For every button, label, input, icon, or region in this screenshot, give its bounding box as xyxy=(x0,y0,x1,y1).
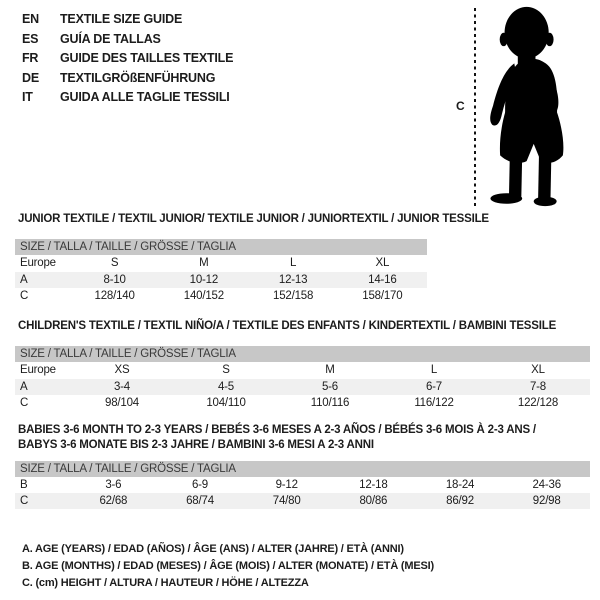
table-cell: 158/170 xyxy=(362,290,403,302)
language-label: GUIDA ALLE TAGLIE TESSILI xyxy=(60,90,230,104)
size-column-header: L xyxy=(430,364,438,376)
baby-silhouette-icon xyxy=(486,4,592,210)
table-cell: 5-6 xyxy=(321,381,339,393)
size-column-header: S xyxy=(222,364,230,376)
table-cell: 122/128 xyxy=(517,397,559,409)
language-label: GUIDE DES TAILLES TEXTILE xyxy=(60,51,234,65)
table-cell: 6-7 xyxy=(425,381,443,393)
table-cell: 6-9 xyxy=(191,479,209,491)
table-cell: 14-16 xyxy=(368,274,397,286)
table-row xyxy=(15,379,590,395)
language-row xyxy=(22,10,233,30)
size-column-header: XS xyxy=(114,364,130,376)
language-row xyxy=(22,88,233,108)
language-code: ES xyxy=(22,31,39,46)
table-cell: 116/122 xyxy=(414,397,454,409)
size-guide-section xyxy=(15,319,590,411)
table-cell: 140/152 xyxy=(183,290,224,302)
size-header-bar: SIZE / TALLA / TAILLE / GRÖSSE / TAGLIA xyxy=(15,461,590,477)
table-cell: 3-4 xyxy=(113,381,131,393)
size-column-header: L xyxy=(290,257,297,269)
language-label: GUÍA DE TALLAS xyxy=(60,31,161,46)
row-label: B xyxy=(20,479,28,491)
size-header-bar: SIZE / TALLA / TAILLE / GRÖSSE / TAGLIA xyxy=(15,239,427,255)
row-label: C xyxy=(20,397,29,409)
region-column-header: Europe xyxy=(20,364,56,376)
table-cell: 62/68 xyxy=(99,495,128,507)
section-title xyxy=(15,212,489,227)
language-row xyxy=(22,30,233,50)
table-cell: 10-12 xyxy=(189,274,219,286)
row-label: A xyxy=(20,274,28,286)
language-list xyxy=(22,10,233,108)
size-guide-section xyxy=(15,423,590,509)
table-cell: 9-12 xyxy=(275,479,298,491)
table-cell: 110/116 xyxy=(310,397,350,409)
table-cell: 12-18 xyxy=(359,479,388,491)
row-label: C xyxy=(20,495,29,507)
section-title-line: JUNIOR TEXTILE / TEXTIL JUNIOR/ TEXTILE JUNIOR / JUNIORTEXTIL / JUNIOR TESSILE xyxy=(18,213,489,225)
size-column-header: S xyxy=(110,257,119,269)
section-title-line: CHILDREN'S TEXTILE / TEXTIL NIÑO/A / TEXTILE DES ENFANTS / KINDERTEXTIL / BAMBINI TESSILE xyxy=(18,320,557,332)
size-column-header: M xyxy=(199,257,209,269)
language-label: TEXTILE SIZE GUIDE xyxy=(60,12,183,26)
table-row xyxy=(15,477,590,493)
table-header-row xyxy=(15,255,427,272)
size-column-header: M xyxy=(325,364,335,376)
language-code: EN xyxy=(22,12,39,26)
table-cell: 104/110 xyxy=(206,397,246,409)
table-cell: 4-5 xyxy=(217,381,235,393)
section-title-line: BABIES 3-6 MONTH TO 2-3 YEARS / BEBÉS 3-6 MESES A 2-3 AÑOS / BÉBÉS 3-6 MOIS À 2-3 ANS / xyxy=(18,424,536,436)
size-column-header: XL xyxy=(531,364,545,376)
table-cell: 8-10 xyxy=(103,274,126,286)
language-code: DE xyxy=(22,70,39,85)
table-cell: 152/158 xyxy=(273,290,314,302)
language-row xyxy=(22,69,233,89)
row-label: C xyxy=(20,290,29,302)
table-cell: 74/80 xyxy=(272,495,301,507)
size-column-header: XL xyxy=(375,257,390,269)
legend-note: B. AGE (MONTHS) / EDAD (MESES) / ÂGE (MOIS) / ALTER (MONATE) / ETÀ (MESI) xyxy=(22,560,434,572)
section-title xyxy=(15,319,590,334)
table-row xyxy=(15,493,590,509)
table-cell: 68/74 xyxy=(186,495,214,507)
legend-note: C. (cm) HEIGHT / ALTURA / HAUTEUR / HÖHE / ALTEZZA xyxy=(22,577,309,589)
height-measure-dashed-line xyxy=(474,8,476,208)
language-code: FR xyxy=(22,51,39,65)
language-label: TEXTILGRÖßENFÜHRUNG xyxy=(60,70,216,85)
region-column-header: Europe xyxy=(20,257,56,269)
height-measure-label: C xyxy=(456,99,465,113)
table-row xyxy=(15,272,427,288)
legend-notes xyxy=(22,541,434,592)
language-row xyxy=(22,49,233,69)
size-guide-section xyxy=(15,212,489,304)
table-cell: 86/92 xyxy=(446,495,474,507)
table-cell: 80/86 xyxy=(359,495,388,507)
table-cell: 98/104 xyxy=(105,397,139,409)
table-cell: 24-36 xyxy=(532,479,561,491)
table-row xyxy=(15,395,590,411)
table-cell: 3-6 xyxy=(105,479,122,491)
table-cell: 92/98 xyxy=(532,495,561,507)
table-cell: 18-24 xyxy=(445,479,475,491)
figure-area xyxy=(450,0,600,215)
table-row xyxy=(15,288,427,304)
table-header-row xyxy=(15,362,590,379)
section-title xyxy=(15,423,590,453)
table-cell: 12-13 xyxy=(278,274,308,286)
language-code: IT xyxy=(22,90,33,104)
table-cell: 128/140 xyxy=(94,290,135,302)
table-cell: 7-8 xyxy=(529,381,547,393)
size-header-bar: SIZE / TALLA / TAILLE / GRÖSSE / TAGLIA xyxy=(15,346,590,362)
section-title-line: BABYS 3-6 MONATE BIS 2-3 JAHRE / BAMBINI 3-6 MESI A 2-3 ANNI xyxy=(18,439,374,451)
legend-note: A. AGE (YEARS) / EDAD (AÑOS) / ÂGE (ANS) / ALTER (JAHRE) / ETÀ (ANNI) xyxy=(22,543,404,555)
row-label: A xyxy=(20,381,28,393)
